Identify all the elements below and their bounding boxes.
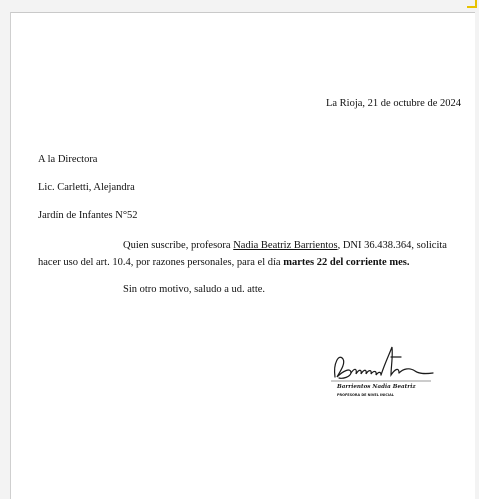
handwritten-signature [335,347,433,378]
document-page [11,13,475,499]
window-left-margin [0,12,11,499]
recipient-title: A la Directora [38,154,98,165]
stamp-title: PROFESORA DE NIVEL INICIAL [337,393,394,397]
window-right-margin [475,12,479,499]
letter-date: La Rioja, 21 de octubre de 2024 [325,98,461,109]
requested-date: martes 22 del corriente mes. [283,257,410,268]
author-name: Nadia Beatriz Barrientos [233,240,338,251]
stamp-name: Barrientos Nadia Beatriz [337,384,416,390]
window-top-bar [0,0,479,13]
recipient-name: Lic. Carletti, Alejandra [38,182,135,193]
recipient-institution: Jardín de Infantes N°52 [38,210,138,221]
letter-closing: Sin otro motivo, saludo a ud. atte. [123,284,266,295]
letter-body [38,237,462,271]
body-middle: , DNI 36.438.364, solicita hacer uso del art. 10.4, por razones personales, para el día [38,240,447,268]
signature-stamp [329,333,439,413]
corner-marker [467,0,477,8]
body-intro: Quien suscribe, profesora [123,240,234,251]
